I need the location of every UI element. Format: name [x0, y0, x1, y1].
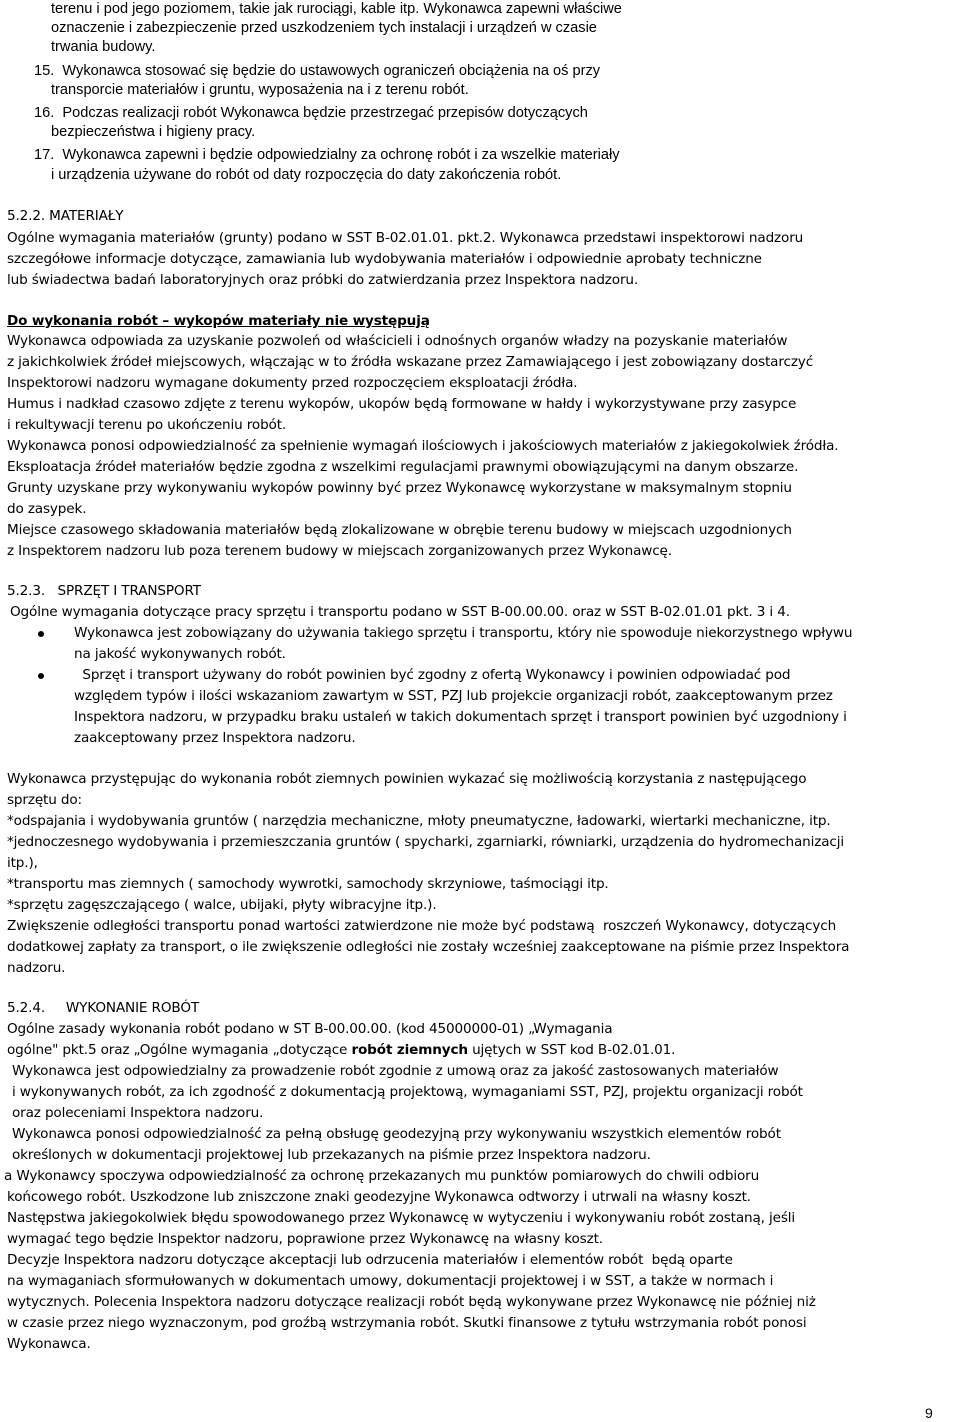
- text-line: Miejsce czasowego składowania materiałów będą zlokalizowane w obrębie terenu budowy w miejscach uzgodnionych: [7, 522, 792, 538]
- text-line: w czasie przez niego wyznaczonym, pod groźbą wstrzymania robót. Skutki finansowe z tytułu wstrzymania robót ponosi: [7, 1315, 807, 1331]
- section-heading: 5.2.4. WYKONANIE ROBÓT: [7, 1000, 200, 1016]
- text-line: z jakichkolwiek źródeł miejscowych, włączając w to źródła wskazane przez Zamawiającego i jest zobowiązany dostarczyć: [7, 354, 814, 370]
- subsection-heading: Do wykonania robót – wykopów materiały nie występują: [7, 313, 430, 329]
- text-line: *odspajania i wydobywania gruntów ( narzędzia mechaniczne, młoty pneumatyczne, ładowarki, wiertarki mechaniczne, itp.: [7, 813, 831, 829]
- text-line: [7, 1041, 675, 1059]
- text-line: transporcie materiałów i gruntu, wyposażenia na i z terenu robót.: [51, 82, 469, 98]
- text-line: zaakceptowany przez Inspektora nadzoru.: [74, 730, 356, 746]
- bullet-icon: [38, 673, 44, 679]
- text-line: i urządzenia używane do robót od daty rozpoczęcia do daty zakończenia robót.: [51, 167, 562, 183]
- text-line: na wymaganiach sformułowanych w dokumentach umowy, dokumentacji projektowej i w SST, a także w normach i: [7, 1273, 774, 1289]
- text-line: bezpieczeństwa i higieny pracy.: [51, 124, 256, 140]
- bullet-icon: [38, 631, 44, 637]
- text-line: terenu i pod jego poziomem, takie jak rurociągi, kable itp. Wykonawca zapewni właściwe: [51, 1, 622, 17]
- text-line: Zwiększenie odległości transportu ponad wartości zatwierdzone nie może być podstawą roszczeń Wykonawcy, dotyczących: [7, 918, 837, 934]
- text-line: *jednoczesnego wydobywania i przemieszczania gruntów ( spycharki, zgarniarki, równiarki, urządzenia do hydromechanizacji: [7, 834, 844, 850]
- text-line: Wykonawca ponosi odpowiedzialność za pełną obsługę geodezyjną przy wykonywaniu wszystkich elementów robót: [12, 1126, 781, 1142]
- text-line: do zasypek.: [7, 501, 87, 517]
- page-number: 9: [925, 1405, 933, 1421]
- text-run: ogólne" pkt.5 oraz „Ogólne wymagania „dotyczące: [7, 1042, 352, 1058]
- section-heading: 5.2.2. MATERIAŁY: [7, 208, 124, 224]
- list-item-17: 17. Wykonawca zapewni i będzie odpowiedzialny za ochronę robót i za wszelkie materiały: [34, 147, 620, 163]
- text-line: itp.),: [7, 855, 38, 871]
- list-item: Sprzęt i transport używany do robót powinien być zgodny z ofertą Wykonawcy i powinien odpowiadać pod: [74, 667, 791, 683]
- text-line: i rekultywacji terenu po ukończeniu robót.: [7, 417, 287, 433]
- text-line: Wykonawca.: [7, 1336, 91, 1352]
- text-line: Ogólne zasady wykonania robót podano w ST B-00.00.00. (kod 45000000-01) „Wymagania: [7, 1021, 613, 1037]
- text-line: nadzoru.: [7, 960, 66, 976]
- text-line: Następstwa jakiegokolwiek błędu spowodowanego przez Wykonawcę w wytyczeniu i wykonywaniu robót zostaną, jeśli: [7, 1210, 796, 1226]
- text-line: trwania budowy.: [51, 39, 156, 55]
- list-item-15: 15. Wykonawca stosować się będzie do ustawowych ograniczeń obciążenia na oś przy: [34, 63, 601, 79]
- text-line: *sprzętu zagęszczającego ( walce, ubijaki, płyty wibracyjne itp.).: [7, 897, 437, 913]
- text-line: określonych w dokumentacji projektowej lub przekazanych na piśmie przez Inspektora nadzoru.: [12, 1147, 651, 1163]
- text-line: Eksploatacja źródeł materiałów będzie zgodna z wszelkimi regulacjami prawnymi obowiązującymi na danym obszarze.: [7, 459, 799, 475]
- text-line: dodatkowej zapłaty za transport, o ile zwiększenie odległości nie zostały wcześniej zaakceptowane na piśmie przez Inspektora: [7, 939, 850, 955]
- text-line: i wykonywanych robót, za ich zgodność z dokumentacją projektową, wymaganiami SST, PZJ, projektu organizacji robót: [12, 1084, 803, 1100]
- text-line: z Inspektorem nadzoru lub poza terenem budowy w miejscach zorganizowanych przez Wykonawcę.: [7, 543, 672, 559]
- text-line: Inspektorowi nadzoru wymagane dokumenty przed rozpoczęciem eksploatacji źródła.: [7, 375, 578, 391]
- section-heading: 5.2.3. SPRZĘT I TRANSPORT: [7, 583, 201, 599]
- text-line: wytycznych. Polecenia Inspektora nadzoru dotyczące realizacji robót będą wykonywane przez Wykonawcę nie później niż: [7, 1294, 816, 1310]
- text-line: Inspektora nadzoru, w przypadku braku ustaleń w takich dokumentach sprzęt i transport powinien być uzgodniony i: [74, 709, 847, 725]
- text-line: *transportu mas ziemnych ( samochody wywrotki, samochody skrzyniowe, taśmociągi itp.: [7, 876, 609, 892]
- text-line: Ogólne wymagania dotyczące pracy sprzętu i transportu podano w SST B-00.00.00. oraz w SST B-02.01.01 pkt. 3 i 4.: [10, 604, 790, 620]
- text-line: sprzętu do:: [7, 792, 82, 808]
- text-line: oraz poleceniami Inspektora nadzoru.: [12, 1105, 264, 1121]
- list-item-16: 16. Podczas realizacji robót Wykonawca będzie przestrzegać przepisów dotyczących: [34, 105, 588, 121]
- text-line: Wykonawca ponosi odpowiedzialność za spełnienie wymagań ilościowych i jakościowych materiałów z jakiegokolwiek źródła.: [7, 438, 839, 454]
- text-line: na jakość wykonywanych robót.: [74, 646, 286, 662]
- text-line: Humus i nadkład czasowo zdjęte z terenu wykopów, ukopów będą formowane w hałdy i wykorzystywane przy zasypce: [7, 396, 797, 412]
- text-line: Wykonawca przystępując do wykonania robót ziemnych powinien wykazać się możliwością korzystania z następującego: [7, 771, 807, 787]
- text-line: wymagać tego będzie Inspektor nadzoru, poprawione przez Wykonawcę na własny koszt.: [7, 1231, 603, 1247]
- text-line: względem typów i ilości wskazaniom zawartym w SST, PZJ lub projekcie organizacji robót, zaakceptowanym przez: [74, 688, 833, 704]
- bold-text-run: robót ziemnych: [351, 1042, 468, 1058]
- list-item: Wykonawca jest zobowiązany do używania takiego sprzętu i transportu, który nie spowoduje niekorzystnego wpływu: [74, 625, 853, 641]
- text-line: końcowego robót. Uszkodzone lub zniszczone znaki geodezyjne Wykonawca odtworzy i utrwali na własny koszt.: [7, 1189, 751, 1205]
- text-line: Grunty uzyskane przy wykonywaniu wykopów powinny być przez Wykonawcę wykorzystane w maksymalnym stopniu: [7, 480, 792, 496]
- text-line: a Wykonawcy spoczywa odpowiedzialność za ochronę przekazanych mu punktów pomiarowych do chwili odbioru: [4, 1168, 760, 1184]
- text-line: Wykonawca odpowiada za uzyskanie pozwoleń od właścicieli i odnośnych organów władzy na pozyskanie materiałów: [7, 333, 788, 349]
- text-line: oznaczenie i zabezpieczenie przed uszkodzeniem tych instalacji i urządzeń w czasie: [51, 20, 597, 36]
- text-line: szczegółowe informacje dotyczące, zamawiania lub wydobywania materiałów i odpowiednie aprobaty techniczne: [7, 251, 762, 267]
- text-line: Ogólne wymagania materiałów (grunty) podano w SST B-02.01.01. pkt.2. Wykonawca przedstawi inspektorowi nadzoru: [7, 230, 804, 246]
- text-line: Decyzje Inspektora nadzoru dotyczące akceptacji lub odrzucenia materiałów i elementów robót będą oparte: [7, 1252, 733, 1268]
- text-line: Wykonawca jest odpowiedzialny za prowadzenie robót zgodnie z umową oraz za jakość zastosowanych materiałów: [12, 1063, 779, 1079]
- text-line: lub świadectwa badań laboratoryjnych oraz próbki do zatwierdzania przez Inspektora nadzoru.: [7, 272, 639, 288]
- text-run: ujętych w SST kod B-02.01.01.: [467, 1042, 676, 1058]
